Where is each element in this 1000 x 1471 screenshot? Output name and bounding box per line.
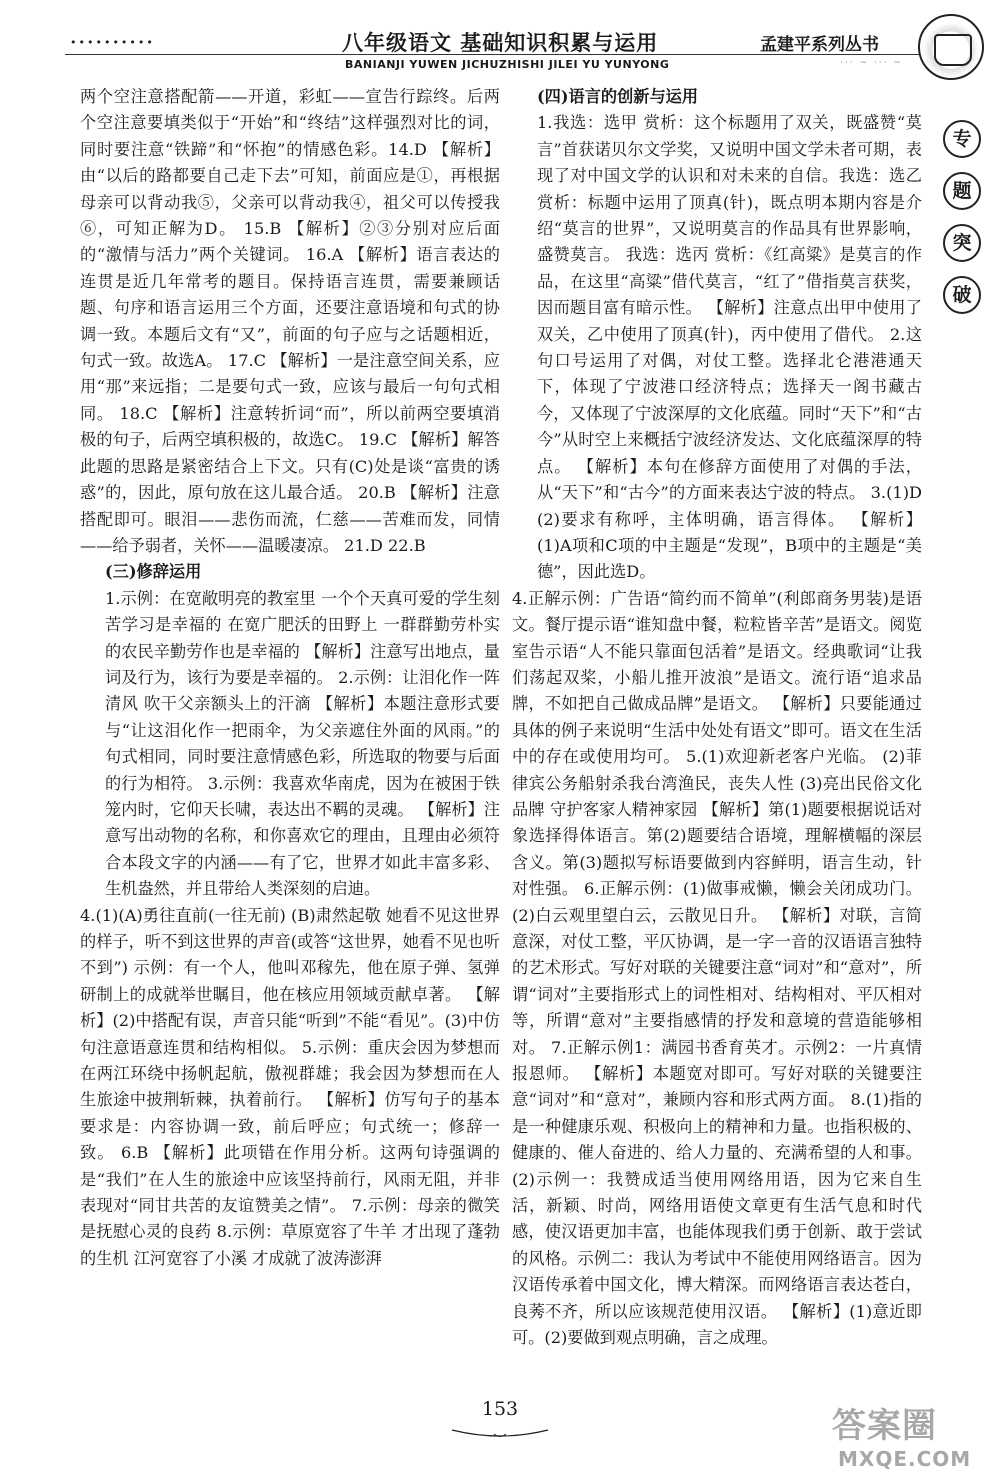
side-tab-char: 题 xyxy=(943,172,981,210)
page-header xyxy=(0,0,1000,80)
book-emblem-icon xyxy=(934,34,972,66)
header-dots: •••••••••• xyxy=(70,36,155,49)
answer-paragraph: 4.(1)(A)勇往直前(一往无前) (B)肃然起敬 她看不见这世界的样子，听不到这世界的声音(或答“这世界，她看不见也听不到”) 示例：有一个人，他叫邓稼先，他在原子弹、氢弹研制上的成就举世瞩目，他在核应用领域贡献卓著。 【解析】(2)中搭配有误，声音只能“听到”不能“看见”。(3)中仿句注意语意连贯和结构相似。 5.示例：重庆会因为梦想而在两江环绕中扬帆起航，傲视群雄；我会因为梦想而在人生旅途中披荆斩棘，执着前行。 【解析】仿写句子的基本要求是：内容协调一致，前后呼应；句式统一；修辞一致。 6.B 【解析】此项错在作用分析。这两句诗强调的是“我们”在人生的旅途中应该坚持前行，风雨无阻，并非表现对“同甘共苦的友谊赞美之情”。 7.示例：母亲的微笑 是抚慰心灵的良药 8.示例：草原宽容了牛羊 才出现了蓬勃的生机 江河宽容了小溪 才成就了波涛澎湃 xyxy=(80,905,500,1268)
answer-paragraph: 1.我选：选甲 赏析：这个标题用了双关，既盛赞“莫言”首获诺贝尔文学奖，又说明中国文学未者可期，表现了对中国文学的认识和对未来的自信。我选：选乙 赏析：标题中运用了顶真(针)，既点明本期内容是介绍“莫言的世界”，又说明莫言的作品具有世界影响，盛赞莫言。 我选：选丙 赏析：《红高粱》是莫言的作品，在这里“高粱”借代莫言，“红了”借指莫言获奖，因而题目富有暗示性。 【解析】注意点出甲中使用了双关，乙中使用了顶真(针)，丙中使用了借代。 2.这句口号运用了对偶，对仗工整。选择北仑港港通天下，体现了宁波港口经济特点；选择天一阁书藏古今，又体现了宁波深厚的文化底蕴。同时“天下”和“古今”从时空上来概括宁波经济发达、文化底蕴深厚的特点。 【解析】本句在修辞方面使用了对偶的手法，从“天下”和“古今”的方面来表达宁波的特点。 3.(1)D (2)要求有称呼，主体明确，语言得体。 【解析】(1)A项和C项的中主题是“发现”，B项中的主题是“美德”，因此选D。 xyxy=(537,113,922,582)
book-title: 八年级语文 基础知识积累与运用 xyxy=(342,30,659,55)
book-title-pinyin: BANIANJI YUWEN JICHUZHISHI JILEI YU YUNYONG xyxy=(345,58,670,71)
footer-ornament-icon xyxy=(450,1428,550,1440)
series-decoration: ··· ~ ··· ~ xyxy=(840,58,903,68)
side-tab-char: 破 xyxy=(943,276,981,314)
right-column xyxy=(512,84,922,1352)
side-tab-char: 专 xyxy=(943,120,981,158)
watermark-logo-text: 答案圈 xyxy=(832,1406,937,1446)
answer-paragraph: 两个空注意搭配箭——开道，彩虹——宣告行踪终。后两个空注意要填类似于“开始”和“终结”这样强烈对比的词，同时要注意“铁蹄”和“怀抱”的情感色彩。14.D 【解析】由“以后的路都要自己走下去”可知，前面应是①，再根据母亲可以背动我⑤，父亲可以背动我④，祖父可以传授我⑥，可知正解为D。 15.B 【解析】②③分别对应后面的“激情与活力”两个关键词。 16.A 【解析】语言表达的连贯是近几年常考的题目。保持语言连贯，需要兼顾话题、句序和语言运用三个方面，还要注意语境和句式的协调一致。本题后文有“又”，前面的句子应与之话题相近，句式一致。故选A。 17.C 【解析】一是注意空间关系，应用“那”来远指；二是要句式一致，应该与最后一句句式相同。 18.C 【解析】注意转折词“而”，所以前两空要填消极的句子，后两空填积极的，故选C。 19.C 【解析】解答此题的思路是紧密结合上下文。只有(C)处是谈“富贵的诱惑”的，因此，原句放在这儿最合适。 20.B 【解析】注意搭配即可。眼泪——悲伤而流，仁慈——苦难而发，同情——给予弱者，关怀——温暖凄凉。 21.D 22.B xyxy=(80,87,500,555)
answer-paragraph: 4.正解示例：广告语“简约而不简单”(利郎商务男装)是语文。餐厅提示语“谁知盘中餐，粒粒皆辛苦”是语文。阅览室告示语“人不能只靠面包活着”是语文。经典歌词“让我们荡起双桨，小船儿推开波浪”是语文。流行语“追求品牌，不如把自己做成品牌”是语文。 【解析】只要能通过具体的例子来说明“生活中处处有语文”即可。语文在生活中的存在或使用均可。 5.(1)欢迎新老客户光临。 (2)菲律宾公务船射杀我台湾渔民，丧失人性 (3)亮出民俗文化品牌 守护客家人精神家园 【解析】第(1)题要根据说话对象选择得体语言。第(2)题要结合语境，理解横幅的深层含义。第(3)题拟写标语要做到内容鲜明，语言生动，针对性强。 6.正解示例：(1)做事戒懒，懒会关闭成功门。(2)白云观里望白云，云散见日升。 【解析】对联，言简意深，对仗工整，平仄协调，是一字一音的汉语语言独特的艺术形式。写好对联的关键要注意“词对”和“意对”，所谓“词对”主要指形式上的词性相对、结构相对、平仄相对等，所谓“意对”主要指感情的抒发和意境的营造能够相对。 7.正解示例1：满园书香育英才。示例2：一片真情报恩师。 【解析】本题宽对即可。写好对联的关键要注意“词对”和“意对”，兼顾内容和形式两方面。 8.(1)指的是一种健康乐观、积极向上的精神和力量。也指积极的、健康的、催人奋进的、给人力量的、充满希望的人和事。(2)示例一：我赞成适当使用网络用语，因为它来自生活，新颖、时尚，网络用语使文章更有生活气息和时代感，使汉语更加丰富，也能体现我们勇于创新、敢于尝试的风格。示例二：我认为考试中不能使用网络语言。因为汉语传承着中国文化，博大精深。而网络语言表达苍白，良莠不齐，所以应该规范使用汉语。 【解析】(1)意近即可。(2)要做到观点明确，言之成理。 xyxy=(512,588,922,1348)
section-heading: (三)修辞运用 xyxy=(105,562,202,582)
answer-paragraph: 1.示例：在宽敞明亮的教室里 一个个天真可爱的学生刻苦学习是幸福的 在宽广肥沃的田野上 一群群勤劳朴实的农民辛勤劳作也是幸福的 【解析】注意写出地点，量词及行为，该行为要是幸福的。 2.示例：让泪化作一阵清风 吹干父亲额头上的汗滴 【解析】本题注意形式要与“让这泪化作一把雨伞，为父亲遮住外面的风雨。”的句式相同，同时要注意情感色彩，所选取的物要与后面的行为相符。 3.示例：我喜欢华南虎，因为在被困于铁笼内时，它仰天长啸，表达出不羁的灵魂。 【解析】注意写出动物的名称，和你喜欢它的理由，且理由必须符合本段文字的内涵——有了它，世界才如此丰富多彩、生机盎然，并且带给人类深刻的启迪。 xyxy=(105,588,500,899)
watermark-url: MXQE.COM xyxy=(838,1447,972,1471)
section-heading: (四)语言的创新与运用 xyxy=(537,87,699,106)
side-tab-char: 突 xyxy=(943,224,981,262)
watermark xyxy=(832,1398,971,1471)
book-logo-icon xyxy=(918,14,984,80)
page-footer xyxy=(0,1390,1000,1471)
side-tab xyxy=(940,120,990,328)
page-number: 153 xyxy=(481,1398,519,1420)
left-column xyxy=(80,84,500,1272)
series-name: 孟建平系列丛书 xyxy=(760,35,879,55)
